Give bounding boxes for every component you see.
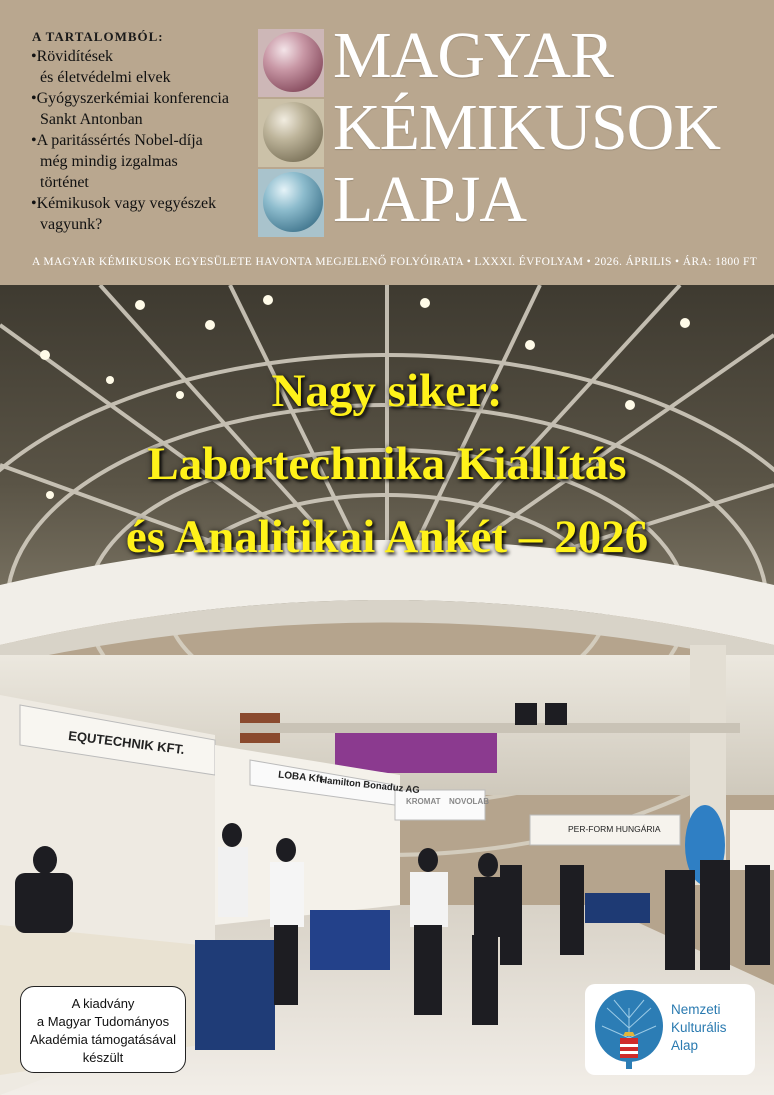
nka-text-line: Alap bbox=[671, 1038, 699, 1053]
toc-list bbox=[31, 46, 261, 235]
pink-sphere-icon bbox=[263, 32, 323, 92]
toc-item-text: és életvédelmi elvek bbox=[40, 69, 171, 86]
stand-sign-hamilton: Hamilton Bonaduz AG bbox=[319, 774, 421, 797]
support-text: A kiadvány bbox=[71, 996, 135, 1011]
stand-sign-kromat: KROMAT bbox=[406, 797, 441, 806]
issue-info-line: A MAGYAR KÉMIKUSOK EGYESÜLETE HAVONTA MEGJELENŐ FOLYÓIRATA • LXXXI. ÉVFOLYAM • 2026. ÁPRILIS • ÁRA: 1800 FT bbox=[32, 256, 758, 268]
cover-headline bbox=[0, 355, 774, 574]
toc-item-text: történet bbox=[40, 174, 89, 191]
toc-item[interactable]: •Rövidítések és életvédelmi elvek bbox=[31, 46, 261, 88]
sphere-logo bbox=[258, 29, 324, 239]
toc-item-text: Rövidítések bbox=[36, 48, 114, 65]
nka-logo-box bbox=[585, 984, 755, 1075]
masthead-line: MAGYAR bbox=[333, 19, 614, 92]
toc-item-text: Kémikusok vagy vegyészek bbox=[36, 195, 217, 212]
toc-item-text: Gyógyszerkémiai konferencia bbox=[36, 90, 229, 107]
toc-item[interactable]: •Kémikusok vagy vegyészek vagyunk? bbox=[31, 193, 261, 235]
toc-item[interactable]: •A paritássértés Nobel-díja még mindig izgalmas történet bbox=[31, 130, 261, 193]
support-text: Akadémia támogatásával bbox=[30, 1032, 176, 1047]
support-text: készült bbox=[82, 1050, 124, 1065]
toc-item[interactable]: •Gyógyszerkémiai konferencia Sankt Antonban bbox=[31, 88, 261, 130]
toc-item-text: még mindig izgalmas bbox=[40, 153, 178, 170]
stand-sign-novolab: NOVOLAB bbox=[449, 797, 489, 806]
nka-tree-icon bbox=[592, 988, 666, 1071]
toc-item-text: Sankt Antonban bbox=[40, 111, 143, 128]
toc-item-text: vagyunk? bbox=[40, 216, 103, 233]
support-text: a Magyar Tudományos bbox=[36, 1014, 170, 1029]
headline-line: Labortechnika Kiállítás bbox=[147, 438, 627, 490]
stand-sign-loba: LOBA Kft. bbox=[277, 769, 326, 786]
cover-header bbox=[0, 0, 774, 285]
nka-name bbox=[671, 1001, 727, 1055]
stand-sign-perform: PER-FORM HUNGÁRIA bbox=[568, 824, 661, 834]
toc-title: A TARTALOMBÓL: bbox=[32, 29, 164, 44]
stand-sign-equtechnik: EQUTECHNIK KFT. bbox=[67, 727, 186, 758]
mta-support-notice bbox=[20, 986, 186, 1073]
sphere-box-blue bbox=[258, 169, 324, 237]
masthead-title bbox=[333, 20, 720, 236]
sphere-box-beige bbox=[258, 99, 324, 167]
headline-line: és Analitikai Ankét – 2026 bbox=[125, 511, 649, 563]
sphere-box-pink bbox=[258, 29, 324, 97]
masthead-line: KÉMIKUSOK bbox=[333, 91, 720, 164]
blue-sphere-icon bbox=[263, 172, 323, 232]
toc-item-text: A paritássértés Nobel-díja bbox=[36, 132, 203, 149]
headline-line: Nagy siker: bbox=[271, 365, 503, 417]
masthead-line: LAPJA bbox=[333, 163, 527, 236]
nka-text-line: Nemzeti bbox=[671, 1002, 721, 1017]
beige-sphere-icon bbox=[263, 102, 323, 162]
nka-text-line: Kulturális bbox=[671, 1020, 727, 1035]
